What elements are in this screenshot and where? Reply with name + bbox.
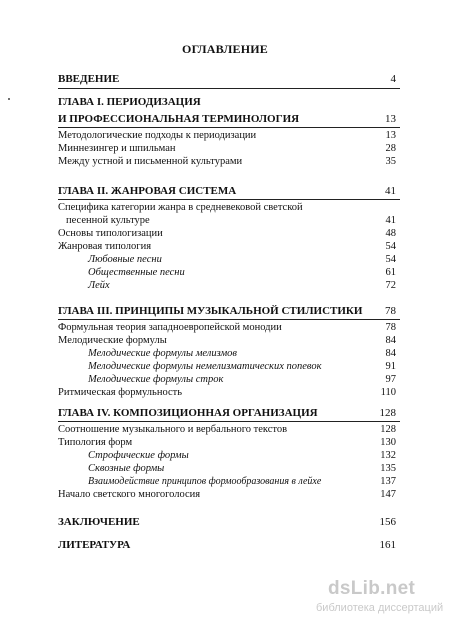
toc-entry-page: 130 [380,437,396,448]
toc-entry: Мелодические формулы [58,335,167,346]
toc-intro-page: 4 [390,73,396,85]
divider [58,199,400,200]
toc-subentry-page: 72 [385,280,396,291]
toc-ch2-page: 41 [385,185,396,197]
toc-subentry-page: 132 [380,450,396,461]
toc-entry-page: 28 [385,143,396,154]
divider [58,88,400,89]
toc-entry: Соотношение музыкального и вербального текстов [58,424,288,435]
toc-ch1-heading-line2: И ПРОФЕССИОНАЛЬНАЯ ТЕРМИНОЛОГИЯ [58,113,300,125]
toc-entry: Начало светского многоголосия [58,489,201,500]
toc-subentry: Любовные песни [88,254,162,265]
toc-subentry-page: 84 [385,348,396,359]
toc-entry: Специфика категории жанра в средневековой светской [58,202,303,213]
toc-ch3-page: 78 [385,305,396,317]
divider [58,319,400,320]
toc-conclusion-page: 156 [379,516,396,528]
toc-entry-page: 84 [385,335,396,346]
toc-literature-page: 161 [379,539,396,551]
toc-entry: Миннезингер и шпильман [58,143,176,154]
toc-ch4-heading: ГЛАВА IV. КОМПОЗИЦИОННАЯ ОРГАНИЗАЦИЯ [58,407,318,419]
toc-entry-page: 147 [380,489,396,500]
toc-entry: Типология форм [58,437,133,448]
toc-subentry: Мелодические формулы строк [88,374,224,385]
toc-entry: Ритмическая формульность [58,387,183,398]
toc-entry-page: 54 [385,241,396,252]
watermark-logo: dsLib.net [328,578,416,599]
toc-entry-page: 48 [385,228,396,239]
watermark-caption: библиотека диссертаций [316,602,444,614]
toc-entry-page: 13 [385,130,396,141]
toc-subentry-page: 137 [380,476,396,487]
toc-subentry: Взаимодействие принципов формообразования в лейхе [88,476,322,487]
toc-entry-page: 78 [385,322,396,333]
toc-subentry-page: 135 [380,463,396,474]
toc-literature-label: ЛИТЕРАТУРА [58,539,131,551]
toc-entry: Жанровая типология [58,241,152,252]
toc-subentry: Мелодические формулы мелизмов [88,348,237,359]
scan-speck [8,98,10,100]
toc-entry: Методологические подходы к периодизации [58,130,257,141]
toc-ch4-page: 128 [379,407,396,419]
toc-ch3-heading: ГЛАВА III. ПРИНЦИПЫ МУЗЫКАЛЬНОЙ СТИЛИСТИКИ [58,305,363,317]
divider [58,421,400,422]
toc-subentry-page: 61 [385,267,396,278]
toc-intro-label: ВВЕДЕНИЕ [58,73,120,85]
toc-entry-page: 110 [380,387,396,398]
toc-entry-continued: песенной культуре [66,215,150,226]
toc-subentry: Лейх [88,280,110,291]
toc-entry: Между устной и письменной культурами [58,156,243,167]
toc-ch1-heading-line1: ГЛАВА I. ПЕРИОДИЗАЦИЯ [58,96,201,108]
toc-subentry: Строфические формы [88,450,189,461]
toc-subentry: Сквозные формы [88,463,165,474]
toc-subentry-page: 97 [385,374,396,385]
toc-ch1-page: 13 [385,113,396,125]
toc-subentry: Мелодические формулы немелизматических попевок [88,361,322,372]
toc-subentry: Общественные песни [88,267,185,278]
toc-subentry-page: 54 [385,254,396,265]
toc-conclusion-label: ЗАКЛЮЧЕНИЕ [58,516,140,528]
toc-entry-page: 35 [385,156,396,167]
toc-subentry-page: 91 [385,361,396,372]
toc-entry: Основы типологизации [58,228,163,239]
divider [58,127,400,128]
page-title: ОГЛАВЛЕНИЕ [182,42,268,56]
toc-ch2-heading: ГЛАВА II. ЖАНРОВАЯ СИСТЕМА [58,185,237,197]
toc-entry: Формульная теория западноевропейской монодии [58,322,282,333]
toc-entry-page: 128 [380,424,396,435]
toc-entry-page: 41 [385,215,396,226]
